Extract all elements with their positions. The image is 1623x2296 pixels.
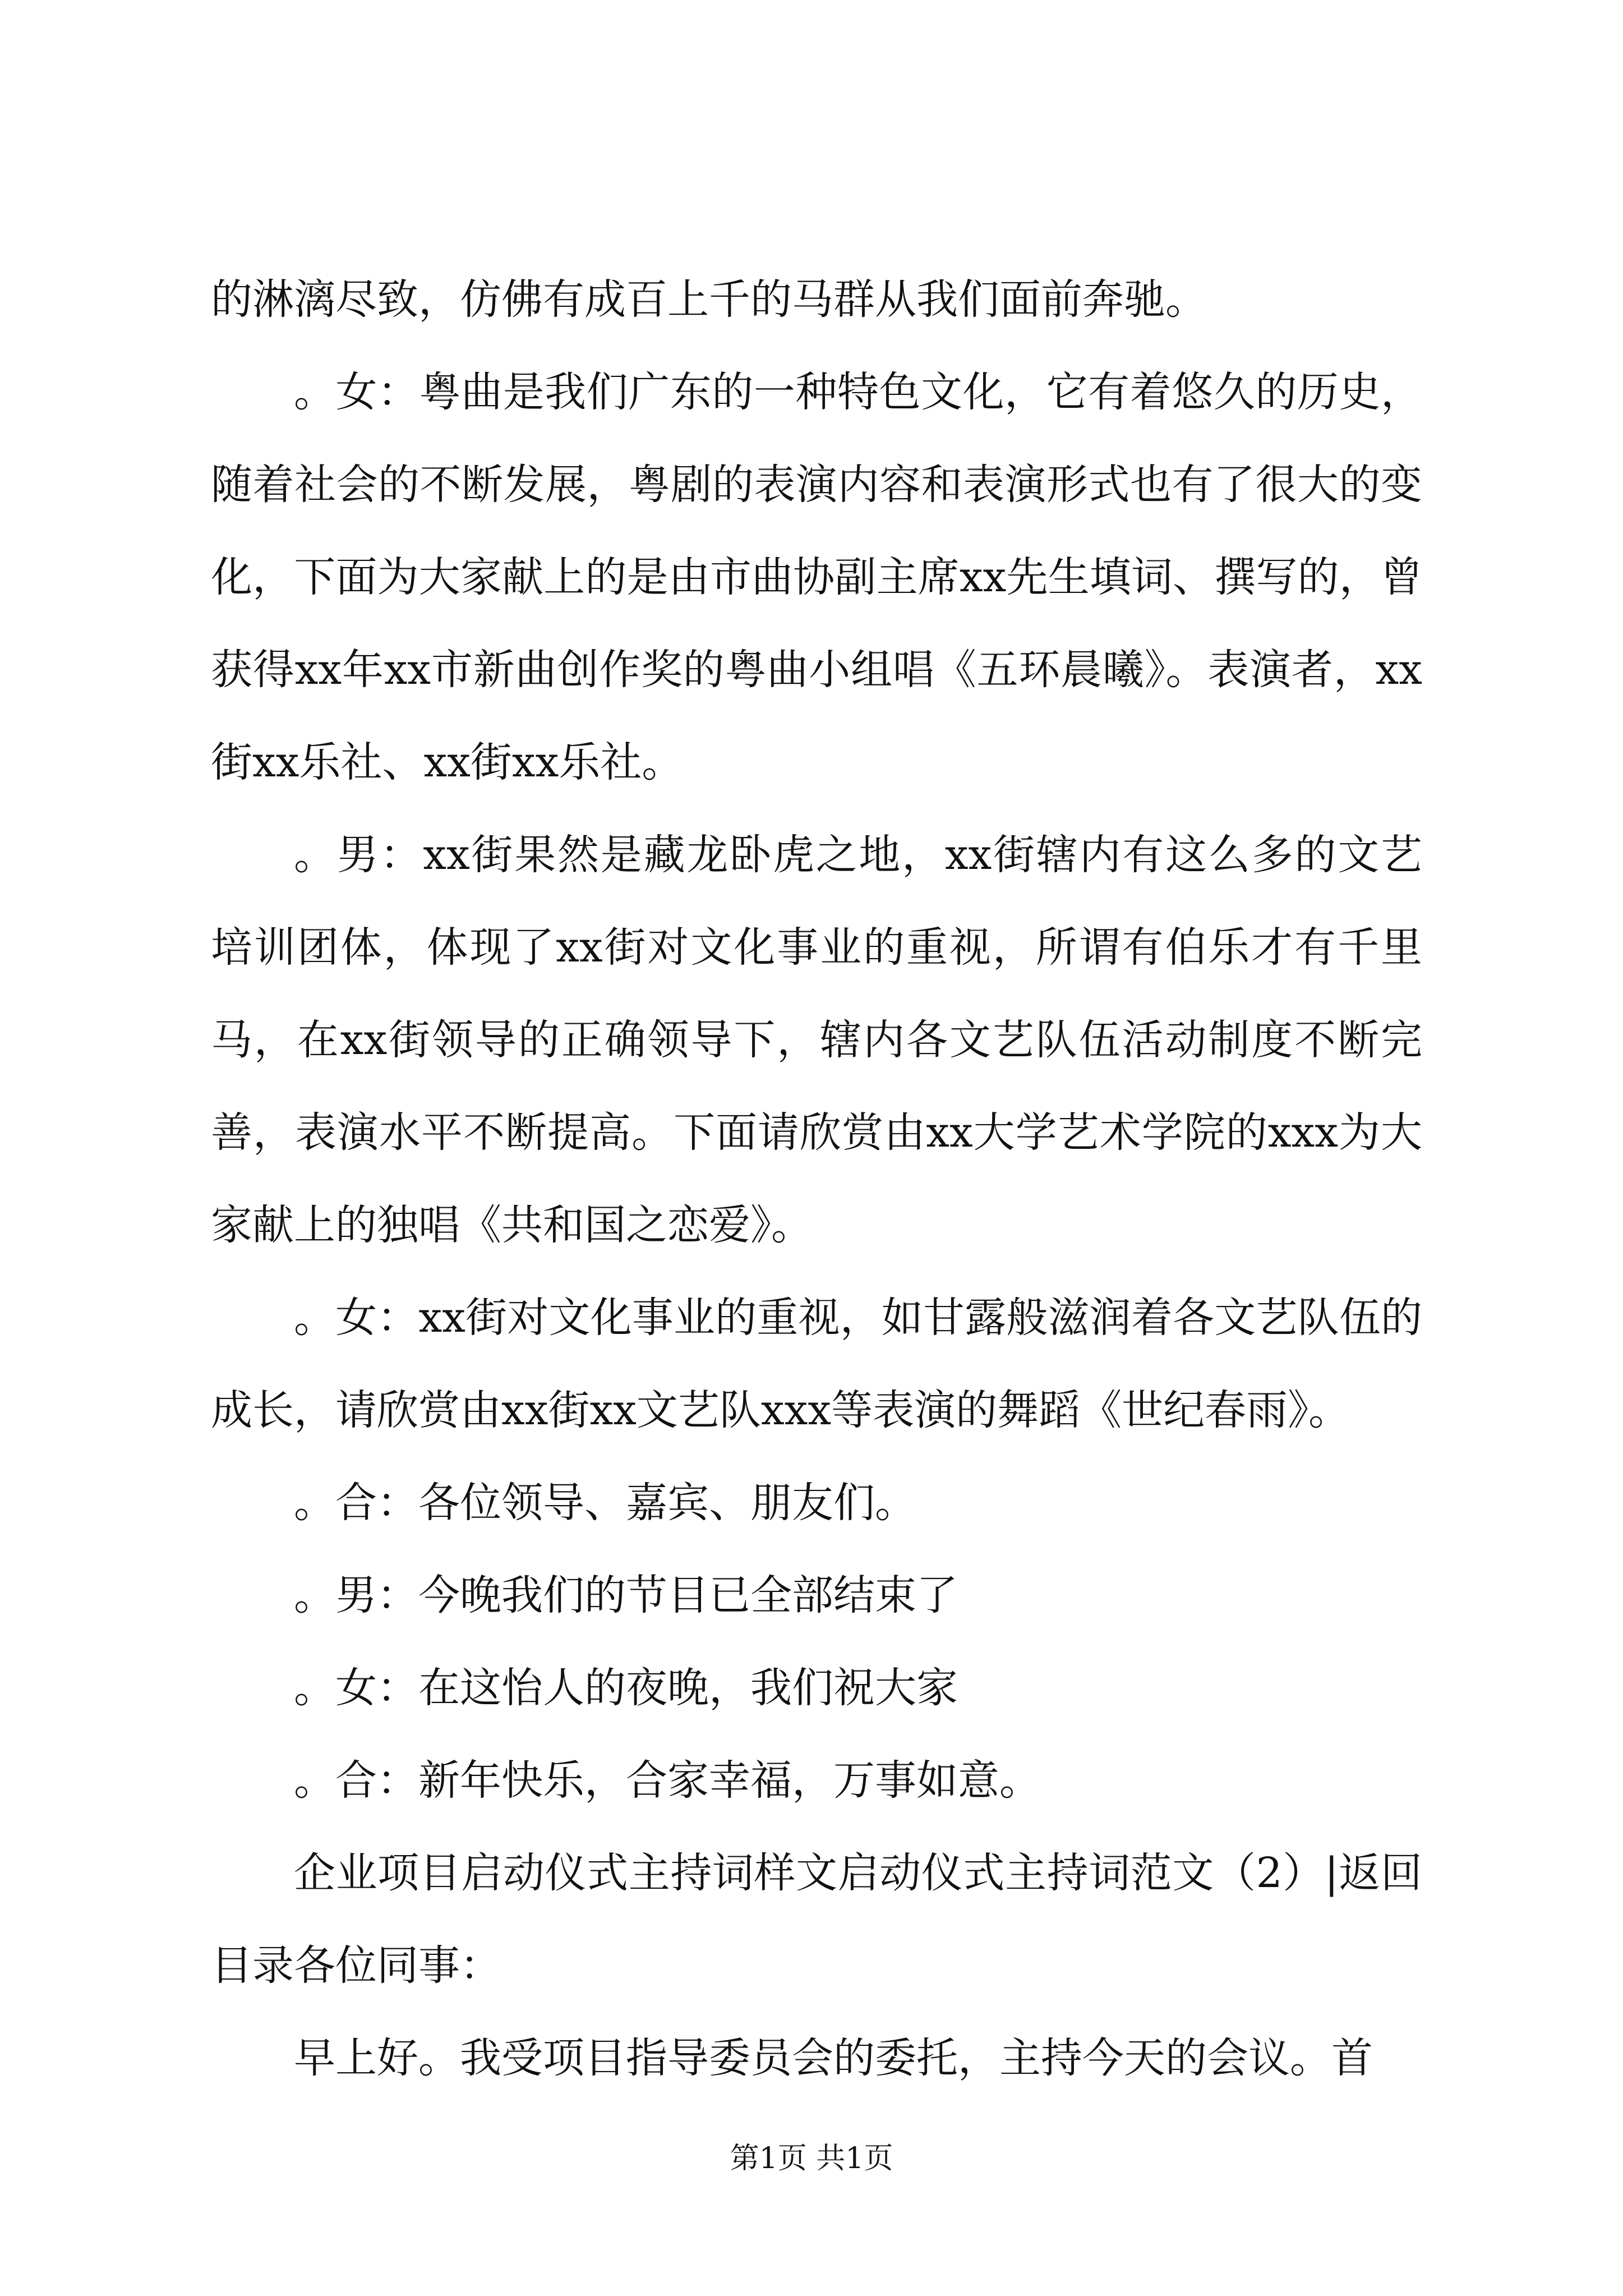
document-body <box>211 254 1422 2105</box>
paragraph: 。女：xx街对文化事业的重视，如甘露般滋润着各文艺队伍的成长，请欣赏由xx街xx文艺队xxx等表演的舞蹈《世纪春雨》。 <box>211 1294 1422 1434</box>
paragraph: 的淋漓尽致，仿佛有成百上千的马群从我们面前奔驰。 <box>211 275 1207 324</box>
paragraph: 。合：各位领导、嘉宾、朋友们。 <box>294 1479 916 1527</box>
paragraph: 企业项目启动仪式主持词样文启动仪式主持词范文（2）|返回目录各位同事： <box>211 1849 1422 1990</box>
paragraph: 。男：xx街果然是藏龙卧虎之地，xx街辖内有这么多的文艺培训团体，体现了xx街对文化事业的重视，所谓有伯乐才有千里马，在xx街领导的正确领导下，辖内各文艺队伍活动制度不断完善，表演水平不断提高。下面请欣赏由xx大学艺术学院的xxx为大家献上的独唱《共和国之恋爱》。 <box>211 831 1422 1249</box>
paragraph: 。合：新年快乐，合家幸福，万事如意。 <box>294 1756 1041 1805</box>
page-footer <box>0 2136 1623 2181</box>
paragraph: 。女：在这怡人的夜晚，我们祝大家 <box>294 1664 958 1712</box>
paragraph: 。女：粤曲是我们广东的一种特色文化，它有着悠久的历史，随着社会的不断发展，粤剧的表演内容和表演形式也有了很大的变化，下面为大家献上的是由市曲协副主席xx先生填词、撰写的，曾获得xx年xx市新曲创作奖的粤曲小组唱《五环晨曦》。表演者，xx街xx乐社、xx街xx乐社。 <box>211 368 1422 786</box>
paragraph: 早上好。我受项目指导委员会的委托，主持今天的会议。首 <box>294 2034 1373 2082</box>
paragraph: 。男：今晚我们的节目已全部结束了 <box>294 1571 958 1619</box>
page-number: 第1页 共1页 <box>730 2142 893 2175</box>
